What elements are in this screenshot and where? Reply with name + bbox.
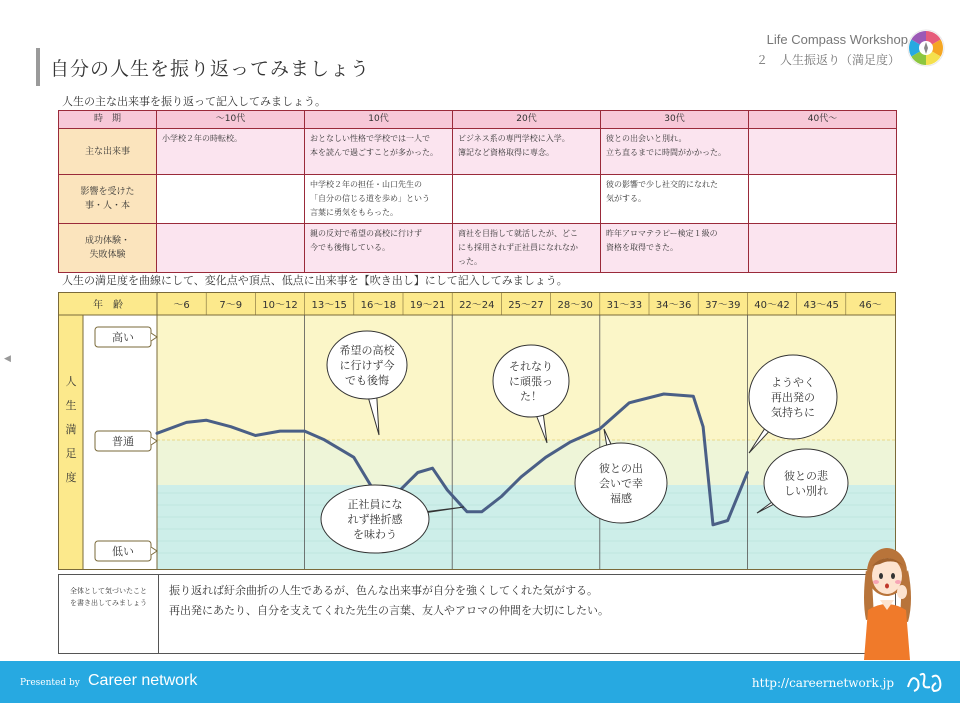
column-header: 40代～ — [749, 111, 897, 129]
callout-text: を味わう — [353, 528, 397, 541]
age-tick-label: 46～ — [859, 300, 882, 311]
event-cell[interactable] — [157, 224, 305, 273]
row-label: 主な出来事 — [59, 129, 157, 175]
woman-character-illustration — [852, 540, 922, 660]
level-label: 普通 — [112, 435, 134, 448]
y-axis-title-char: 生 — [65, 399, 77, 412]
column-header: 10代 — [305, 111, 453, 129]
presented-by-label: Presented by — [20, 678, 80, 688]
callout-text: に行けず今 — [339, 359, 395, 372]
event-cell[interactable]: ビジネス系の専門学校に入学。 簿記など資格取得に専念。 — [453, 129, 601, 175]
events-instruction: 人生の主な出来事を振り返って記入してみましょう。 — [62, 95, 326, 108]
callout-text: 彼との出 — [599, 462, 643, 475]
table-row — [59, 224, 897, 273]
calligraphy-logo-icon — [904, 667, 946, 697]
callout-text: 再出発の — [771, 391, 815, 404]
column-header: ～10代 — [157, 111, 305, 129]
y-axis-title-char: 満 — [65, 423, 77, 436]
row-label: 成功体験・ 失敗体験 — [59, 224, 157, 273]
callout-text: 彼との悲 — [784, 469, 828, 483]
callout-text: 気持ちに — [771, 406, 815, 419]
site-url[interactable]: http://careernetwork.jp — [751, 676, 894, 690]
callout-text: 福感 — [610, 492, 632, 505]
event-cell[interactable]: 昨年アロマテラピー検定１級の 資格を取得できた。 — [601, 224, 749, 273]
age-tick-label: 37～39 — [705, 300, 741, 311]
age-tick-label: 40～42 — [754, 300, 790, 311]
y-axis-title-char: 人 — [65, 375, 77, 388]
title-accent-bar — [36, 48, 40, 86]
column-header: 30代 — [601, 111, 749, 129]
event-cell[interactable] — [749, 129, 897, 175]
age-tick-label: 22～24 — [459, 300, 495, 311]
summary-line: 再出発にあたり、自分を支えてくれた先生の言葉、友人やアロマの仲間を大切にしたい。 — [169, 604, 609, 617]
event-cell[interactable]: 小学校２年の時転校。 — [157, 129, 305, 175]
callout-text: れず挫折感 — [347, 513, 403, 526]
callout-text: に頑張っ — [509, 375, 553, 388]
age-tick-label: ～6 — [173, 300, 190, 311]
callout-text: 正社員にな — [347, 498, 403, 511]
event-cell[interactable]: おとなしい性格で学校では一人で 本を読んで過ごすことが多かった。 — [305, 129, 453, 175]
y-axis-title-char: 足 — [65, 447, 77, 460]
callout-text: しい別れ — [784, 484, 828, 498]
row-label: 影響を受けた 事・人・本 — [59, 175, 157, 224]
age-tick-label: 31～33 — [606, 300, 643, 311]
callout-text: それなり — [509, 360, 553, 373]
table-row — [59, 175, 897, 224]
summary-box — [58, 574, 896, 654]
age-tick-label: 10～12 — [262, 300, 298, 311]
age-tick-label: 25～27 — [508, 300, 544, 311]
satisfaction-chart-svg — [59, 293, 895, 569]
callout-bubble — [764, 449, 848, 517]
curve-instruction: 人生の満足度を曲線にして、変化点や頂点、低点に出来事を【吹き出し】にして記入してみましょう。 — [62, 274, 568, 287]
event-cell[interactable] — [157, 175, 305, 224]
summary-text[interactable] — [169, 581, 609, 621]
event-cell[interactable]: 中学校２年の担任・山口先生の 「自分の信じる道を歩め」という 言葉に勇気をもらった。 — [305, 175, 453, 224]
level-label: 低い — [112, 545, 134, 558]
y-axis-title-strip — [59, 315, 83, 569]
events-table — [58, 110, 897, 273]
page-title: 自分の人生を振り返ってみましょう — [50, 58, 371, 80]
event-cell[interactable]: 彼との出会いと別れ。 立ち直るまでに時間がかかった。 — [601, 129, 749, 175]
satisfaction-chart — [58, 292, 896, 570]
event-cell[interactable]: 親の反対で希望の高校に行けず 今でも後悔している。 — [305, 224, 453, 273]
age-tick-label: 43～45 — [803, 300, 839, 311]
prev-slide-icon[interactable]: ◀ — [4, 354, 11, 364]
event-cell[interactable]: 彼の影響で少し社交的になれた 気がする。 — [601, 175, 749, 224]
age-tick-label: 7～9 — [219, 300, 243, 311]
footer-bar — [0, 661, 960, 703]
age-tick-label: 28～30 — [557, 300, 593, 311]
table-row — [59, 129, 897, 175]
section-subtitle: ２ 人生振返り（満足度） — [755, 53, 900, 67]
callout-text: た！ — [520, 390, 542, 403]
callout-text: 希望の高校 — [339, 344, 395, 357]
summary-line: 振り返れば紆余曲折の人生であるが、色んな出来事が自分を強くしてくれた気がする。 — [169, 584, 598, 597]
event-cell[interactable] — [749, 175, 897, 224]
age-tick-label: 16～18 — [360, 300, 397, 311]
column-header: 20代 — [453, 111, 601, 129]
callout-text: 会いで幸 — [599, 477, 643, 490]
callout-text: ようやく — [771, 376, 815, 389]
age-tick-label: 19～21 — [409, 300, 446, 311]
callout-text: でも後悔 — [345, 374, 389, 387]
compass-logo-icon — [906, 28, 946, 68]
event-cell[interactable]: 商社を目指して就活したが、どこ にも採用されず正社員になれなか った。 — [453, 224, 601, 273]
event-cell[interactable] — [453, 175, 601, 224]
age-header: 年 齢 — [93, 300, 123, 311]
company-name: Career network — [88, 672, 198, 689]
summary-label: 全体として気づいたこと を書き出してみましょう — [59, 575, 159, 653]
age-tick-label: 34～36 — [655, 300, 692, 311]
brand-title: Life Compass Workshop — [766, 32, 908, 47]
period-header: 時 期 — [59, 111, 157, 129]
age-tick-label: 13～15 — [311, 300, 347, 311]
y-axis-title-char: 度 — [65, 471, 77, 484]
level-label: 高い — [112, 331, 134, 344]
event-cell[interactable] — [749, 224, 897, 273]
